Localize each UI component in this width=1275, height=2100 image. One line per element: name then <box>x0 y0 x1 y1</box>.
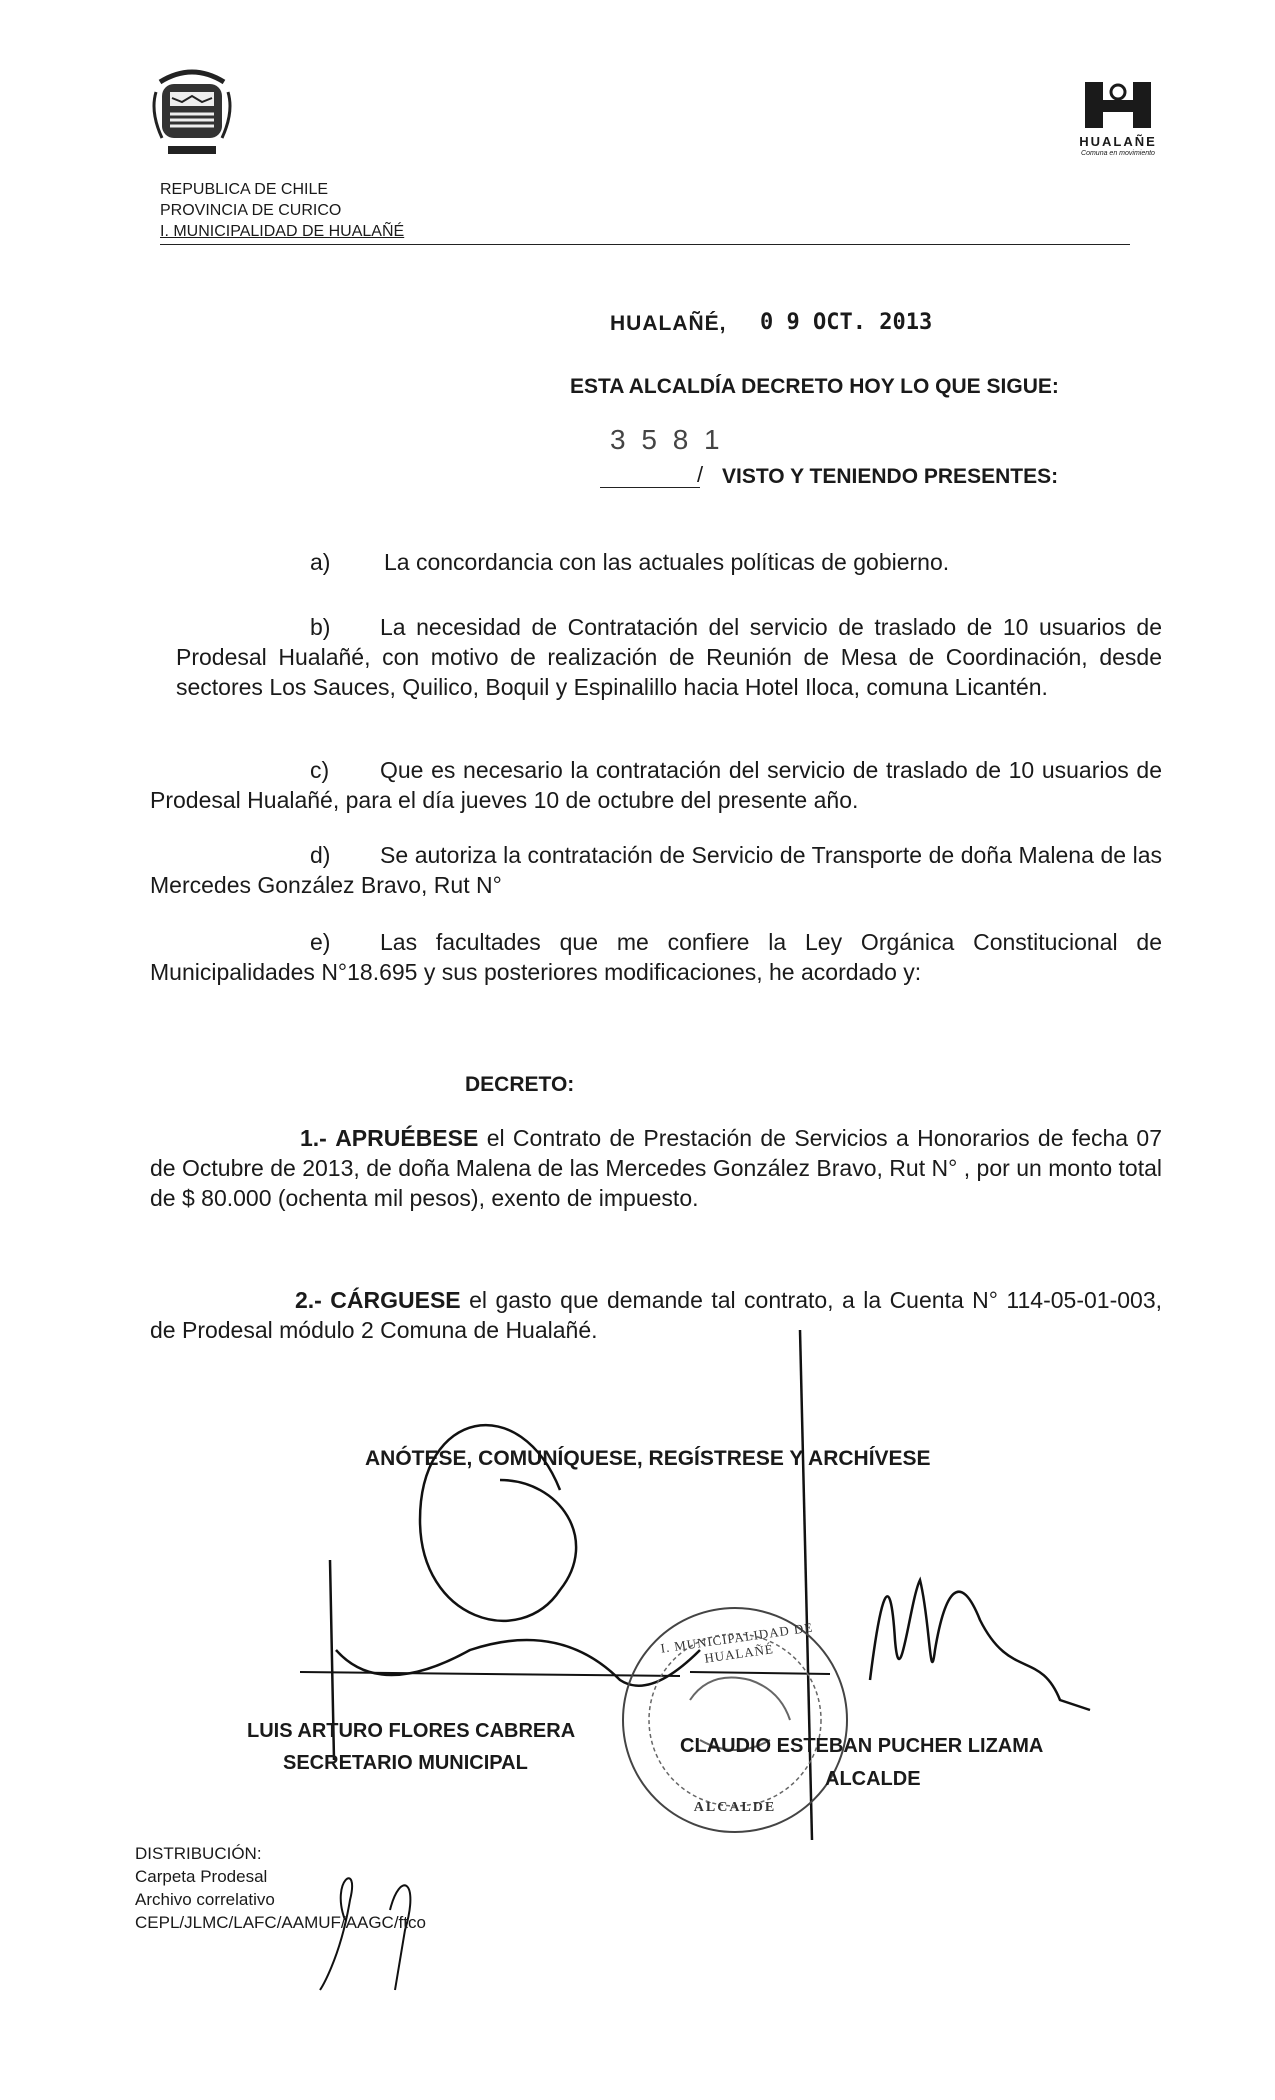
distribution-item: Carpeta Prodesal <box>135 1867 268 1886</box>
consideration-text: La concordancia con las actuales políticas de gobierno. <box>384 549 950 575</box>
article-verb: APRUÉBESE <box>335 1125 479 1151</box>
mayor-title: ALCALDE <box>825 1768 921 1790</box>
place-label: HUALAÑÉ, <box>610 312 727 335</box>
brand-tagline: Comuna en movimiento <box>1081 150 1155 157</box>
consideration-letter: b) <box>310 614 331 640</box>
secretary-name: LUIS ARTURO FLORES CABRERA <box>247 1720 576 1742</box>
decreto-heading: DECRETO: <box>465 1073 575 1096</box>
consideration-letter: e) <box>310 929 331 955</box>
stamp-bottom-text: ALCALDE <box>693 1800 777 1815</box>
secretary-title: SECRETARIO MUNICIPAL <box>283 1752 528 1774</box>
stamp-top-text: I. MUNICIPALIDAD DE HUALAÑÉ <box>659 1619 815 1666</box>
consideration-text: La necesidad de Contratación del servicio de traslado de 10 usuarios de Prodesal Hualañé, con motivo de realización de Reunión de Mesa de Coordinación, desde sectores Los Sauces, Quilico, Boquil y Espinalillo hacia Hotel Iloca, comuna Licantén. <box>176 614 1162 700</box>
distribution-item: CEPL/JLMC/LAFC/AAMUF/AAGC/ftco <box>135 1913 426 1932</box>
distribution-title: DISTRIBUCIÓN: <box>135 1844 262 1863</box>
article-text: el gasto que demande tal contrato, a la Cuenta N° 114-05-01-003, de Prodesal módulo 2 Comuna de Hualañé. <box>150 1287 1163 1343</box>
article-text: el Contrato de Prestación de Servicios a Honorarios de fecha 07 de Octubre de 2013, de doña Malena de las Mercedes González Bravo, Rut N° , por un monto total de $ 80.000 (ochenta mil pesos), exento de impuesto. <box>150 1125 1163 1211</box>
distribution-item: Archivo correlativo <box>135 1890 275 1909</box>
article-number: 2.- <box>295 1287 322 1313</box>
header-line-province: PROVINCIA DE CURICO <box>160 202 342 219</box>
consideration-letter: d) <box>310 842 331 868</box>
consideration-text: Las facultades que me confiere la Ley Orgánica Constitucional de Municipalidades N°18.695 y sus posteriores modificaciones, he acordado y: <box>150 929 1162 985</box>
header-line-republic: REPUBLICA DE CHILE <box>160 181 329 198</box>
consideration-letter: c) <box>310 757 330 783</box>
intro-heading: ESTA ALCALDÍA DECRETO HOY LO QUE SIGUE: <box>570 375 1059 398</box>
consideration-letter: a) <box>310 549 331 575</box>
consideration-text: Que es necesario la contratación del servicio de traslado de 10 usuarios de Prodesal Hualañé, para el día jueves 10 de octubre del presente año. <box>150 757 1162 813</box>
closing-formula: ANÓTESE, COMUNÍQUESE, REGÍSTRESE Y ARCHÍVESE <box>365 1447 931 1470</box>
consideration-text: Se autoriza la contratación de Servicio de Transporte de doña Malena de las Mercedes González Bravo, Rut N° <box>150 842 1162 898</box>
rule-slash: / <box>697 462 704 487</box>
article-number: 1.- <box>300 1125 327 1151</box>
article-verb: CÁRGUESE <box>330 1287 461 1313</box>
date-stamp: 0 9 OCT. 2013 <box>760 310 933 335</box>
decree-number: 3 5 8 1 <box>610 424 724 455</box>
mayor-name: CLAUDIO ESTEBAN PUCHER LIZAMA <box>680 1735 1044 1757</box>
brand-name: HUALAÑE <box>1079 134 1157 149</box>
header-line-municipality: I. MUNICIPALIDAD DE HUALAÑÉ <box>160 223 405 240</box>
visto-heading: VISTO Y TENIENDO PRESENTES: <box>722 465 1059 488</box>
distribution-block <box>135 1842 426 1934</box>
